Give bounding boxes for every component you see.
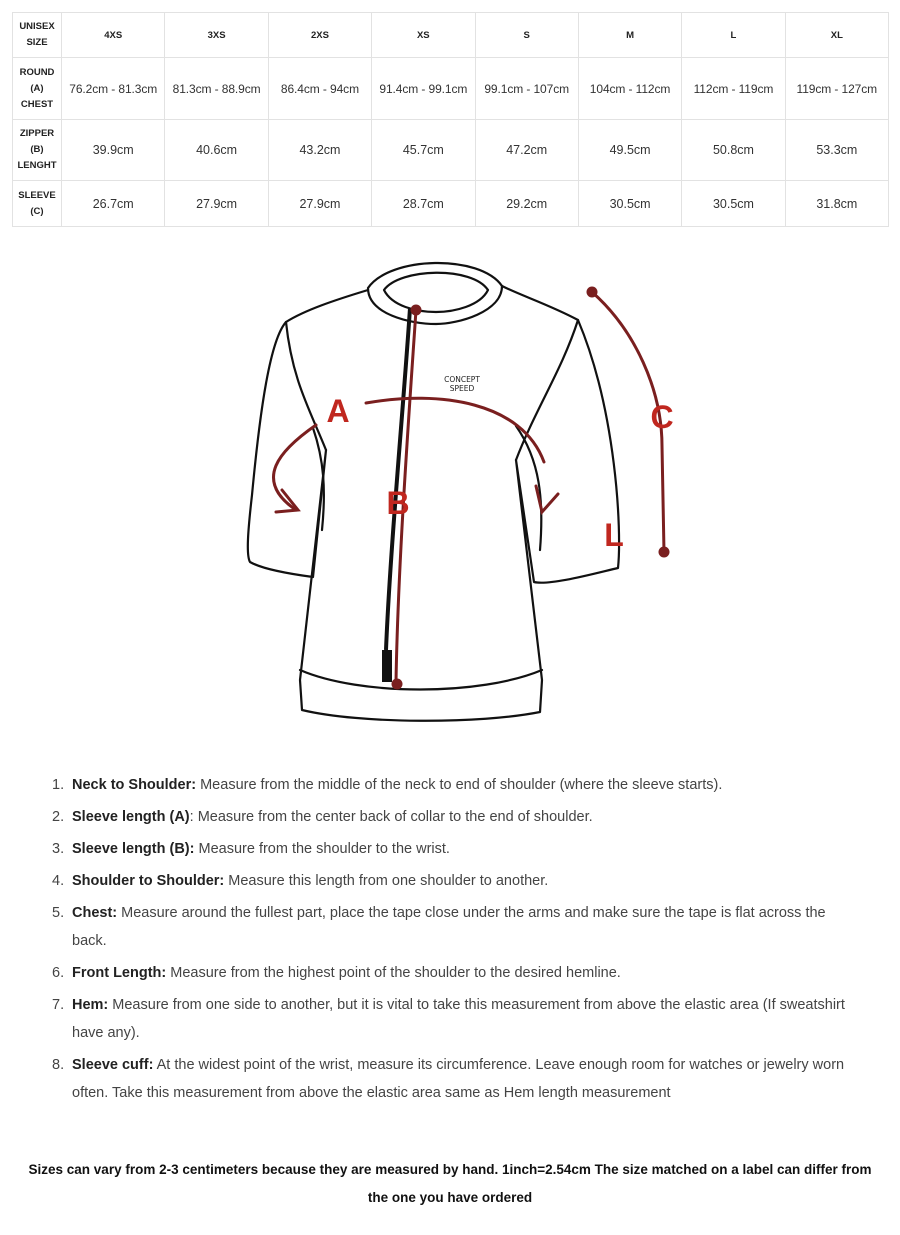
size-col-header: 2XS (268, 13, 371, 58)
row-label-line: CHEST (20, 98, 54, 110)
chest-arrow-left (273, 425, 316, 510)
list-item-body (72, 835, 862, 863)
list-item-term: Front Length: (72, 965, 167, 981)
row-label-line: LENGHT (17, 160, 57, 171)
table-cell: 86.4cm - 94cm (268, 58, 371, 120)
table-cell: 31.8cm (785, 181, 888, 227)
list-item-body (72, 959, 862, 987)
table-cell: 81.3cm - 88.9cm (165, 58, 268, 120)
table-cell: 40.6cm (165, 120, 268, 181)
list-item-term: Chest: (72, 905, 118, 921)
jersey-measurement-diagram (240, 250, 680, 730)
body-outline (248, 286, 619, 721)
right-armhole (516, 320, 578, 460)
measurement-lines (273, 292, 664, 682)
table-cell: 50.8cm (682, 120, 785, 181)
table-cell: 99.1cm - 107cm (475, 58, 578, 120)
list-item-text: Measure from the shoulder to the wrist. (194, 841, 450, 857)
list-item-text: : Measure from the center back of collar to the end of shoulder. (189, 809, 593, 825)
list-item-number: 3. (52, 841, 65, 857)
measurement-instructions (52, 771, 862, 1111)
sleeve-start-dot (587, 287, 598, 298)
table-cell: 27.9cm (268, 181, 371, 227)
chest-arc-a (366, 398, 544, 462)
list-item-number: 8. (52, 1057, 65, 1073)
length-start-dot (411, 305, 422, 316)
list-item (52, 1051, 862, 1107)
list-item (52, 959, 862, 987)
size-header-label-line: UNISEX (19, 21, 55, 32)
table-cell: 45.7cm (372, 120, 475, 181)
size-variation-note: Sizes can vary from 2-3 centimeters because they are measured by hand. 1inch=2.54cm The size matched on a label can differ from the one you have ordered (28, 1162, 872, 1205)
row-label-line: ROUND (19, 66, 55, 78)
sleeve-end-dot (659, 547, 670, 558)
table-cell: 76.2cm - 81.3cm (62, 58, 165, 120)
table-cell: 29.2cm (475, 181, 578, 227)
length-end-dot (392, 679, 403, 690)
chest-row (13, 58, 889, 120)
table-cell: 27.9cm (165, 181, 268, 227)
row-label-line: (B) (30, 144, 44, 155)
zipper-row-label (13, 120, 62, 181)
jersey-outline (248, 263, 619, 721)
table-cell: 112cm - 119cm (682, 58, 785, 120)
list-item-term: Shoulder to Shoulder: (72, 873, 225, 889)
logo-text-line2: SPEED (449, 384, 475, 393)
list-item-body (72, 803, 862, 831)
list-item-body (72, 991, 862, 1047)
list-item-body (72, 1051, 862, 1107)
list-item-text: Measure from one side to another, but it is vital to take this measurement from above the elastic area (If sweatshirt have any). (72, 997, 845, 1041)
table-cell: 30.5cm (578, 181, 681, 227)
row-label-line: ZIPPER (19, 128, 55, 139)
sleeve-row (13, 181, 889, 227)
zipper-base (382, 650, 392, 682)
collar-inner (384, 273, 488, 312)
size-col-header: 3XS (165, 13, 268, 58)
table-cell: 28.7cm (372, 181, 475, 227)
table-cell: 47.2cm (475, 120, 578, 181)
row-label-line: (A) (30, 82, 44, 94)
list-item-body (72, 867, 862, 895)
list-item-term: Hem: (72, 997, 109, 1013)
list-item-text: At the widest point of the wrist, measure its circumference. Leave enough room for watches or jewelry worn often. Take this measurement from above the elastic area same as Hem length measurement (72, 1057, 845, 1101)
table-cell: 39.9cm (62, 120, 165, 181)
logo-text-line1: CONCEPT (444, 375, 480, 384)
table-cell: 49.5cm (578, 120, 681, 181)
size-col-header: XL (785, 13, 888, 58)
table-cell: 104cm - 112cm (578, 58, 681, 120)
list-item-body (72, 899, 862, 955)
list-item-text: Measure from the highest point of the shoulder to the desired hemline. (166, 965, 621, 981)
list-item (52, 803, 862, 831)
list-item-number: 7. (52, 997, 65, 1013)
list-item (52, 991, 862, 1047)
list-item-term: Sleeve cuff: (72, 1057, 154, 1073)
list-item-body (72, 771, 862, 799)
list-item-term: Neck to Shoulder: (72, 777, 197, 793)
list-item-number: 2. (52, 809, 65, 825)
list-item (52, 771, 862, 799)
table-cell: 30.5cm (682, 181, 785, 227)
row-label-line: (C) (30, 205, 44, 217)
chest-row-label (13, 58, 62, 120)
row-label-line: SLEEVE (18, 189, 56, 201)
size-col-header: 4XS (62, 13, 165, 58)
size-header-row (13, 13, 889, 58)
sleeve-row-label (13, 181, 62, 227)
table-cell: 26.7cm (62, 181, 165, 227)
size-col-header: S (475, 13, 578, 58)
table-cell: 53.3cm (785, 120, 888, 181)
list-item-text: Measure from the middle of the neck to end of shoulder (where the sleeve starts). (196, 777, 723, 793)
size-col-header: L (682, 13, 785, 58)
list-item-number: 4. (52, 873, 65, 889)
list-item-term: Sleeve length (A) (72, 809, 190, 825)
size-col-header: XS (372, 13, 475, 58)
label-b: B (386, 485, 410, 521)
table-cell: 91.4cm - 99.1cm (372, 58, 475, 120)
hem-band (300, 670, 542, 690)
table-cell: 119cm - 127cm (785, 58, 888, 120)
list-item-number: 1. (52, 777, 65, 793)
list-item-text: Measure around the fullest part, place the tape close under the arms and make sure the tape is flat across the back. (72, 905, 826, 949)
list-item (52, 867, 862, 895)
size-chart-table (12, 12, 889, 227)
list-item-number: 5. (52, 905, 65, 921)
label-a: A (326, 393, 350, 429)
label-c: C (650, 399, 674, 435)
list-item-number: 6. (52, 965, 65, 981)
size-header-label (13, 13, 62, 58)
list-item (52, 899, 862, 955)
size-header-label-line: SIZE (26, 37, 48, 48)
size-col-header: M (578, 13, 681, 58)
zipper-row (13, 120, 889, 181)
label-l: L (604, 517, 624, 553)
jersey-diagram-svg (240, 250, 680, 730)
list-item-text: Measure this length from one shoulder to another. (224, 873, 549, 889)
list-item (52, 835, 862, 863)
list-item-term: Sleeve length (B): (72, 841, 195, 857)
table-cell: 43.2cm (268, 120, 371, 181)
